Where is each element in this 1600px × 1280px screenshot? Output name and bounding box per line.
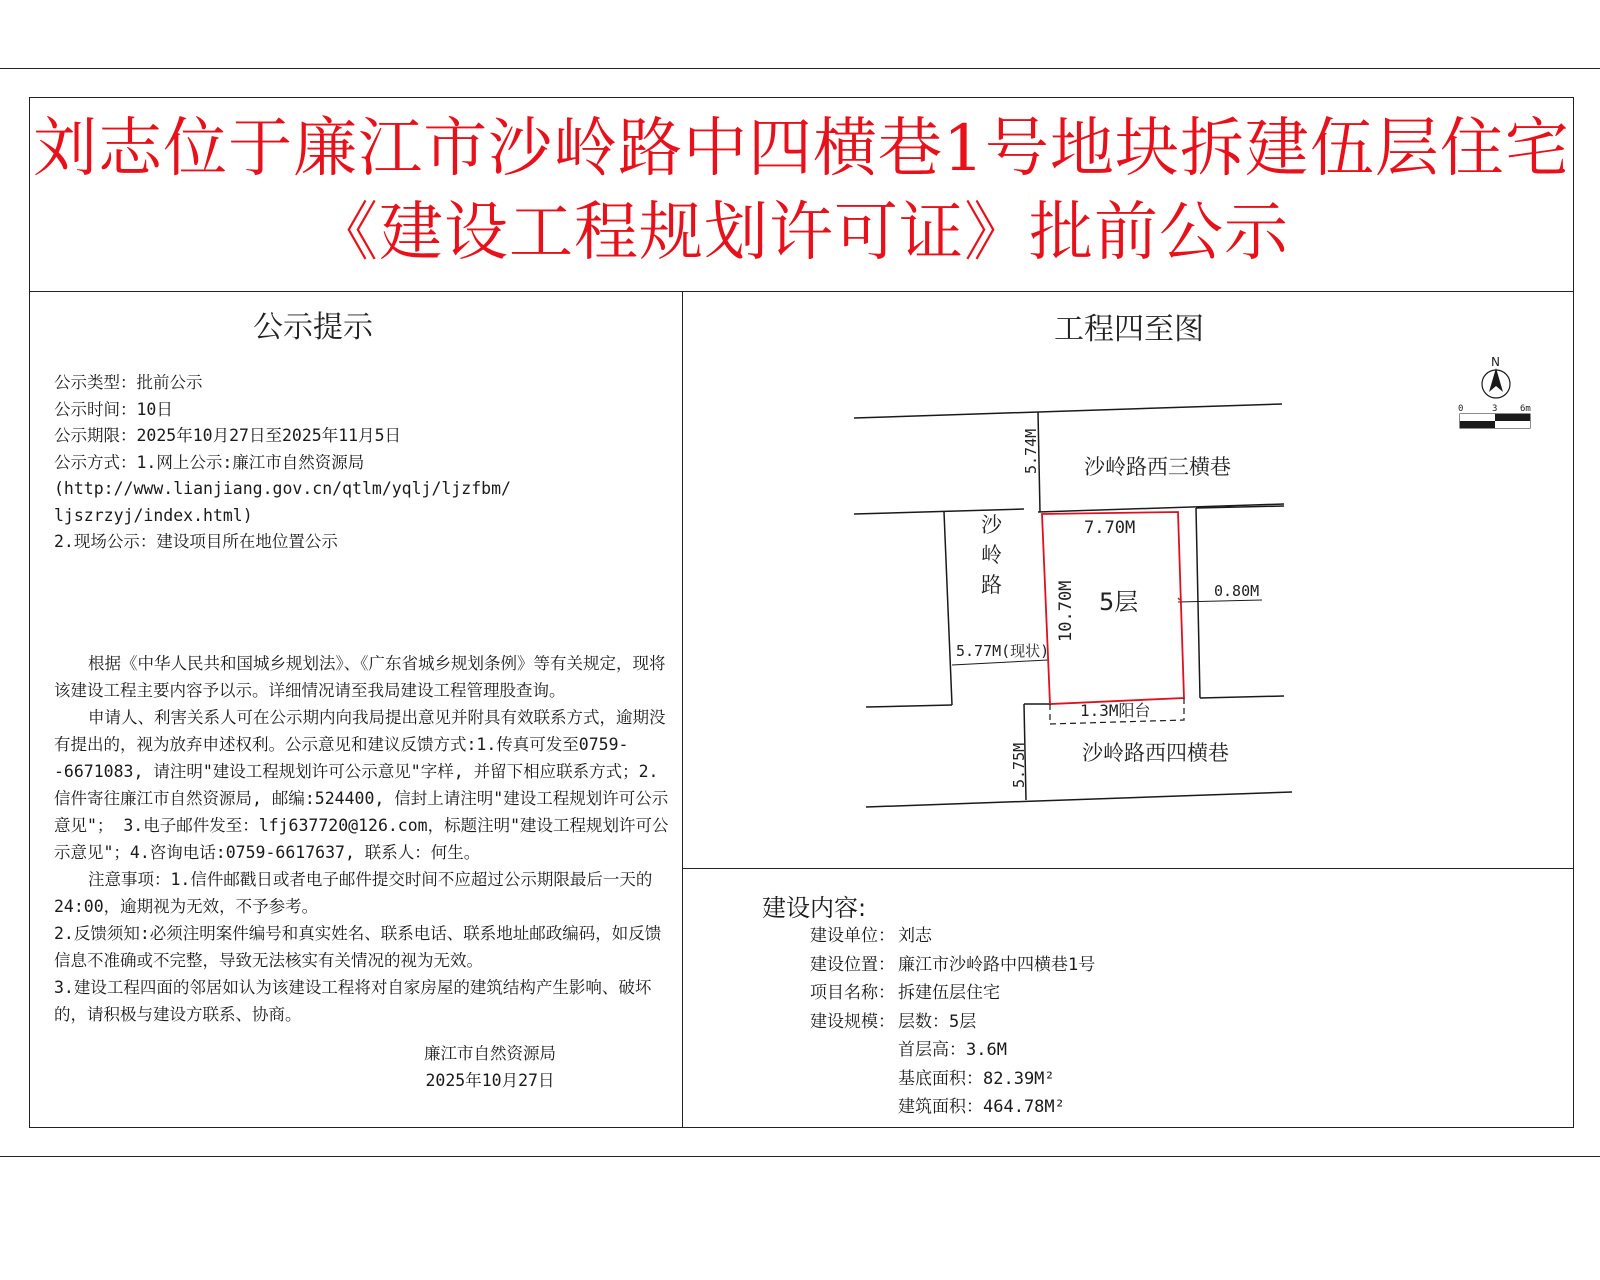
svg-text:N: N xyxy=(1491,355,1500,369)
notice-url-line1: (http://www.lianjiang.gov.cn/qtlm/yqlj/ljzfbm/ xyxy=(54,479,511,498)
content-row-unit xyxy=(810,922,1095,951)
signature-org: 廉江市自然资源局 xyxy=(424,1044,556,1063)
site-map xyxy=(684,292,1574,868)
notice-duration: 公示时间：10日 xyxy=(54,399,173,419)
dim-width-label: 7.70M xyxy=(1084,518,1136,538)
building-floors-label: 5层 xyxy=(1099,588,1139,616)
road-line-south-bottom xyxy=(866,792,1292,807)
road-line-west-lower xyxy=(866,705,952,707)
notice-paragraph-feedback: 申请人、利害关系人可在公示期内向我局提出意见并附具有效联系方式，逾期没有提出的，视为放弃申述权利。公示意见和建议反馈方式:1.传真可发至0759--6671083, 请注明"建设工程规划许可公示意见"字样, 并留下相应联系方式；2.信件寄往廉江市自然资源局, 邮编:524400, 信封上请注明"建设工程规划许可公示意见"； 3.电子邮件发至：lfj637720@126.com，标题注明"建设工程规划许可公示意见"；4.咨询电话:0759-6617637, 联系人：何生。 xyxy=(54,708,669,862)
dim-north-gap-label: 5.74M xyxy=(1022,428,1040,474)
title-line-2: 《建设工程规划许可证》批前公示 xyxy=(314,196,1289,270)
road-line-east-bottom xyxy=(1200,696,1284,698)
content-label: 建设位置： xyxy=(810,954,895,975)
content-label: 建设单位： xyxy=(810,926,895,946)
map-heading: 工程四至图 xyxy=(1054,312,1204,347)
notice-paragraph-attention: 注意事项：1.信件邮戳日或者电子邮件提交时间不应超过公示期限最后一天的24:00，逾期视为无效，不予参考。 xyxy=(54,870,653,916)
dim-line-west xyxy=(952,660,1048,665)
road-line-north-top xyxy=(854,404,1282,418)
content-row-project xyxy=(810,979,1095,1008)
vertical-divider xyxy=(682,292,683,1128)
road-line-west-upper xyxy=(944,512,952,705)
content-label: 建设规模： xyxy=(810,1011,895,1032)
road-west-label-3: 路 xyxy=(981,573,1002,597)
scale-label-0: 0 xyxy=(1458,404,1464,414)
scale-label-3: 3 xyxy=(1492,404,1498,414)
site-map-panel xyxy=(684,292,1574,868)
notice-heading: 公示提示 xyxy=(253,310,373,345)
notice-url-line2: ljszrzyj/index.html) xyxy=(54,505,253,525)
content-value: 廉江市沙岭路中四横巷1号 xyxy=(898,954,1096,975)
dim-length-label: 10.70M xyxy=(1056,580,1076,642)
content-row-scale xyxy=(810,1008,1095,1037)
notice-paragraph-neighbors: 3.建设工程四面的邻居如认为该建设工程将对自家房屋的建筑结构产生影响、破坏的，请积极与建设方联系、协商。 xyxy=(54,978,652,1024)
notice-type: 公示类型：批前公示 xyxy=(54,373,203,392)
notice-paragraph-requirements: 2.反馈须知:必须注明案件编号和真实姓名、联系电话、联系地址邮政编码，如反馈信息不准确或不完整，导致无法核实有关情况的视为无效。 xyxy=(54,924,662,970)
north-arrow-icon xyxy=(1482,355,1510,398)
notice-panel xyxy=(29,292,682,1128)
road-west-label-2: 岭 xyxy=(981,543,1002,567)
content-rows xyxy=(810,922,1095,1122)
content-row-first-floor-height: 首层高：3.6M xyxy=(898,1040,1007,1060)
dim-line-east xyxy=(1178,600,1262,602)
notice-body xyxy=(54,650,674,1028)
horizontal-divider xyxy=(682,868,1574,869)
street-north-label: 沙岭路西三横巷 xyxy=(1084,455,1231,479)
content-heading: 建设内容: xyxy=(762,894,867,922)
notice-method: 公示方式：1.网上公示:廉江市自然资源局 xyxy=(54,452,365,472)
content-label: 项目名称： xyxy=(810,983,895,1003)
content-row-base-area: 基底面积：82.39M² xyxy=(898,1068,1055,1089)
construction-content-panel xyxy=(684,870,1574,1128)
dim-west-label: 5.77M(现状) xyxy=(956,642,1050,660)
signature-date: 2025年10月27日 xyxy=(425,1071,555,1090)
dim-east-label: 0.80M xyxy=(1214,582,1260,600)
notice-info-list xyxy=(54,370,674,556)
notice-period: 公示期限：2025年10月27日至2025年11月5日 xyxy=(54,426,402,445)
content-value: 层数：5层 xyxy=(898,1011,977,1032)
road-line-east-neighbor xyxy=(1196,508,1200,698)
title-line-1: 刘志位于廉江市沙岭路中四横巷1号地块拆建伍层住宅 xyxy=(33,112,1570,186)
content-value: 刘志 xyxy=(898,926,932,946)
site-east-notch xyxy=(1178,598,1180,600)
scale-label-6: 6m xyxy=(1520,404,1531,414)
dim-south-gap-label: 5.75M xyxy=(1010,742,1028,788)
content-value: 拆建伍层住宅 xyxy=(898,983,1000,1003)
notice-onsite: 2.现场公示：建设项目所在地位置公示 xyxy=(54,532,338,551)
notice-paragraph-legal: 根据《中华人民共和国城乡规划法》、《广东省城乡规划条例》等有关规定，现将该建设工程主要内容予以示。详细情况请至我局建设工程管理股查询。 xyxy=(54,654,666,700)
title-block xyxy=(29,97,1574,292)
street-south-label: 沙岭路西四横巷 xyxy=(1082,741,1229,765)
content-row-floor-area: 建筑面积：464.78M² xyxy=(898,1097,1065,1117)
road-line-north-bottom-right xyxy=(1038,504,1284,512)
content-row-location xyxy=(810,951,1095,980)
dim-balcony-label: 1.3M阳台 xyxy=(1080,701,1151,720)
signature xyxy=(424,1040,556,1094)
road-west-label-1: 沙 xyxy=(981,513,1002,537)
scale-bar xyxy=(1458,404,1531,428)
